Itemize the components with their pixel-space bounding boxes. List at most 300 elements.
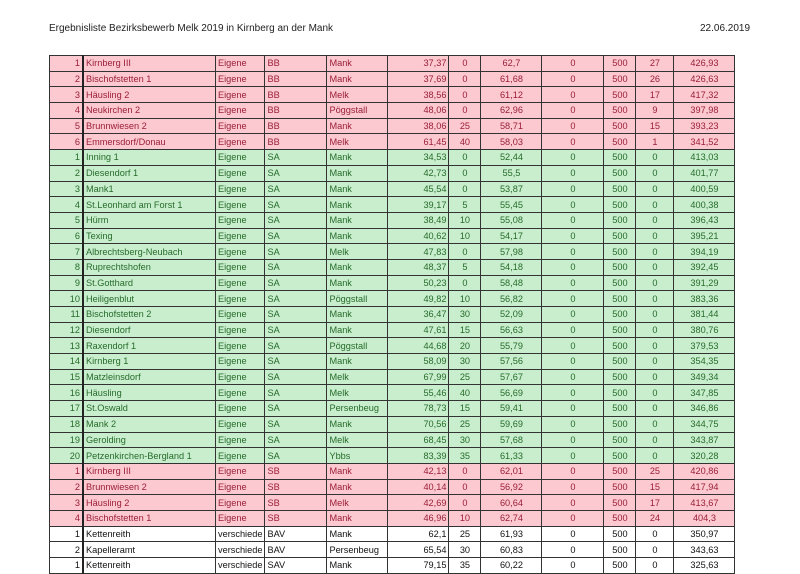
organization-cell: verschiede	[216, 542, 265, 558]
value-cell: 62,01	[481, 463, 542, 479]
total-points-cell: 325,63	[674, 558, 735, 574]
penalty-cell: 0	[449, 103, 481, 119]
penalty-cell: 40	[449, 385, 481, 401]
zero-cell: 0	[542, 197, 604, 213]
table-row	[50, 56, 735, 72]
rank-cell: 3	[50, 181, 84, 197]
organization-cell: Eigene	[216, 150, 265, 166]
organization-cell: Eigene	[216, 228, 265, 244]
bonus-cell: 0	[636, 558, 674, 574]
zero-cell: 0	[542, 56, 604, 72]
time-cell: 42,73	[388, 165, 449, 181]
organization-cell: Eigene	[216, 463, 265, 479]
district-cell: Mank	[327, 181, 388, 197]
time-cell: 44,68	[388, 338, 449, 354]
value-cell: 62,7	[481, 56, 542, 72]
penalty-cell: 0	[449, 181, 481, 197]
penalty-cell: 0	[449, 244, 481, 260]
category-cell: BB	[265, 103, 327, 119]
value-cell: 57,67	[481, 369, 542, 385]
penalty-cell: 0	[449, 71, 481, 87]
category-cell: SA	[265, 416, 327, 432]
time-cell: 58,09	[388, 354, 449, 370]
organization-cell: Eigene	[216, 385, 265, 401]
district-cell: Mank	[327, 197, 388, 213]
category-cell: SA	[265, 197, 327, 213]
base-points-cell: 500	[604, 87, 636, 103]
table-row	[50, 212, 735, 228]
rank-cell: 2	[50, 165, 84, 181]
bonus-cell: 17	[636, 87, 674, 103]
rank-cell: 4	[50, 510, 84, 526]
zero-cell: 0	[542, 369, 604, 385]
table-row	[50, 150, 735, 166]
value-cell: 59,69	[481, 416, 542, 432]
category-cell: SA	[265, 338, 327, 354]
total-points-cell: 393,23	[674, 118, 735, 134]
total-points-cell: 392,45	[674, 259, 735, 275]
table-row	[50, 495, 735, 511]
district-cell: Mank	[327, 150, 388, 166]
category-cell: SB	[265, 479, 327, 495]
team-name-cell: Brunnwiesen 2	[83, 479, 216, 495]
category-cell: SA	[265, 401, 327, 417]
category-cell: BB	[265, 56, 327, 72]
penalty-cell: 5	[449, 197, 481, 213]
total-points-cell: 383,36	[674, 291, 735, 307]
base-points-cell: 500	[604, 338, 636, 354]
bonus-cell: 0	[636, 354, 674, 370]
value-cell: 58,71	[481, 118, 542, 134]
team-name-cell: Bischofstetten 1	[83, 71, 216, 87]
organization-cell: Eigene	[216, 87, 265, 103]
organization-cell: Eigene	[216, 165, 265, 181]
organization-cell: Eigene	[216, 71, 265, 87]
organization-cell: Eigene	[216, 181, 265, 197]
base-points-cell: 500	[604, 56, 636, 72]
rank-cell: 1	[50, 56, 84, 72]
value-cell: 57,68	[481, 432, 542, 448]
zero-cell: 0	[542, 228, 604, 244]
table-row	[50, 259, 735, 275]
rank-cell: 12	[50, 322, 84, 338]
time-cell: 70,56	[388, 416, 449, 432]
total-points-cell: 396,43	[674, 212, 735, 228]
bonus-cell: 0	[636, 275, 674, 291]
team-name-cell: Kapelleramt	[83, 542, 216, 558]
total-points-cell: 404,3	[674, 510, 735, 526]
base-points-cell: 500	[604, 307, 636, 323]
value-cell: 54,18	[481, 259, 542, 275]
value-cell: 61,93	[481, 526, 542, 542]
category-cell: SB	[265, 463, 327, 479]
time-cell: 46,96	[388, 510, 449, 526]
district-cell: Melk	[327, 385, 388, 401]
table-row	[50, 165, 735, 181]
rank-cell: 10	[50, 291, 84, 307]
total-points-cell: 413,03	[674, 150, 735, 166]
district-cell: Mank	[327, 354, 388, 370]
bonus-cell: 17	[636, 495, 674, 511]
penalty-cell: 0	[449, 479, 481, 495]
bonus-cell: 0	[636, 432, 674, 448]
rank-cell: 16	[50, 385, 84, 401]
penalty-cell: 30	[449, 432, 481, 448]
bonus-cell: 0	[636, 338, 674, 354]
penalty-cell: 10	[449, 291, 481, 307]
zero-cell: 0	[542, 150, 604, 166]
zero-cell: 0	[542, 259, 604, 275]
district-cell: Mank	[327, 526, 388, 542]
value-cell: 61,12	[481, 87, 542, 103]
district-cell: Mank	[327, 558, 388, 574]
bonus-cell: 0	[636, 165, 674, 181]
base-points-cell: 500	[604, 463, 636, 479]
table-row	[50, 369, 735, 385]
total-points-cell: 343,63	[674, 542, 735, 558]
organization-cell: Eigene	[216, 479, 265, 495]
team-name-cell: Häusling 2	[83, 495, 216, 511]
total-points-cell: 347,85	[674, 385, 735, 401]
base-points-cell: 500	[604, 259, 636, 275]
team-name-cell: Bischofstetten 2	[83, 307, 216, 323]
table-row	[50, 307, 735, 323]
table-row	[50, 322, 735, 338]
organization-cell: Eigene	[216, 134, 265, 150]
penalty-cell: 30	[449, 307, 481, 323]
base-points-cell: 500	[604, 558, 636, 574]
table-row	[50, 510, 735, 526]
penalty-cell: 0	[449, 275, 481, 291]
district-cell: Melk	[327, 87, 388, 103]
value-cell: 62,96	[481, 103, 542, 119]
value-cell: 55,08	[481, 212, 542, 228]
value-cell: 56,92	[481, 479, 542, 495]
base-points-cell: 500	[604, 401, 636, 417]
bonus-cell: 0	[636, 150, 674, 166]
district-cell: Mank	[327, 275, 388, 291]
organization-cell: Eigene	[216, 401, 265, 417]
category-cell: SA	[265, 150, 327, 166]
total-points-cell: 354,35	[674, 354, 735, 370]
organization-cell: Eigene	[216, 448, 265, 464]
district-cell: Pöggstall	[327, 103, 388, 119]
category-cell: BAV	[265, 526, 327, 542]
total-points-cell: 426,93	[674, 56, 735, 72]
bonus-cell: 24	[636, 510, 674, 526]
district-cell: Mank	[327, 118, 388, 134]
organization-cell: Eigene	[216, 56, 265, 72]
time-cell: 36,47	[388, 307, 449, 323]
district-cell: Mank	[327, 463, 388, 479]
base-points-cell: 500	[604, 526, 636, 542]
penalty-cell: 35	[449, 448, 481, 464]
district-cell: Melk	[327, 432, 388, 448]
table-row	[50, 134, 735, 150]
penalty-cell: 10	[449, 510, 481, 526]
table-row	[50, 448, 735, 464]
team-name-cell: Gerolding	[83, 432, 216, 448]
bonus-cell: 27	[636, 56, 674, 72]
table-row	[50, 228, 735, 244]
time-cell: 78,73	[388, 401, 449, 417]
table-row	[50, 526, 735, 542]
penalty-cell: 25	[449, 369, 481, 385]
base-points-cell: 500	[604, 165, 636, 181]
district-cell: Mank	[327, 416, 388, 432]
category-cell: SA	[265, 181, 327, 197]
value-cell: 58,03	[481, 134, 542, 150]
team-name-cell: Ruprechtshofen	[83, 259, 216, 275]
time-cell: 40,62	[388, 228, 449, 244]
category-cell: SA	[265, 354, 327, 370]
organization-cell: Eigene	[216, 291, 265, 307]
category-cell: BB	[265, 71, 327, 87]
bonus-cell: 0	[636, 181, 674, 197]
bonus-cell: 15	[636, 118, 674, 134]
time-cell: 49,82	[388, 291, 449, 307]
zero-cell: 0	[542, 212, 604, 228]
district-cell: Melk	[327, 495, 388, 511]
penalty-cell: 10	[449, 212, 481, 228]
document-date: 22.06.2019	[700, 23, 751, 34]
zero-cell: 0	[542, 338, 604, 354]
organization-cell: Eigene	[216, 510, 265, 526]
total-points-cell: 400,59	[674, 181, 735, 197]
base-points-cell: 500	[604, 212, 636, 228]
time-cell: 68,45	[388, 432, 449, 448]
base-points-cell: 500	[604, 385, 636, 401]
value-cell: 60,22	[481, 558, 542, 574]
category-cell: SB	[265, 510, 327, 526]
total-points-cell: 413,67	[674, 495, 735, 511]
zero-cell: 0	[542, 275, 604, 291]
time-cell: 61,45	[388, 134, 449, 150]
time-cell: 48,37	[388, 259, 449, 275]
value-cell: 57,56	[481, 354, 542, 370]
district-cell: Ybbs	[327, 448, 388, 464]
total-points-cell: 381,44	[674, 307, 735, 323]
penalty-cell: 20	[449, 338, 481, 354]
bonus-cell: 0	[636, 307, 674, 323]
base-points-cell: 500	[604, 291, 636, 307]
rank-cell: 1	[50, 150, 84, 166]
zero-cell: 0	[542, 307, 604, 323]
total-points-cell: 380,76	[674, 322, 735, 338]
time-cell: 42,69	[388, 495, 449, 511]
bonus-cell: 0	[636, 291, 674, 307]
base-points-cell: 500	[604, 432, 636, 448]
team-name-cell: St.Gotthard	[83, 275, 216, 291]
organization-cell: Eigene	[216, 354, 265, 370]
value-cell: 52,44	[481, 150, 542, 166]
total-points-cell: 341,52	[674, 134, 735, 150]
organization-cell: Eigene	[216, 369, 265, 385]
penalty-cell: 15	[449, 322, 481, 338]
time-cell: 55,46	[388, 385, 449, 401]
penalty-cell: 25	[449, 526, 481, 542]
team-name-cell: Hürm	[83, 212, 216, 228]
team-name-cell: St.Oswald	[83, 401, 216, 417]
penalty-cell: 0	[449, 463, 481, 479]
rank-cell: 8	[50, 259, 84, 275]
organization-cell: Eigene	[216, 118, 265, 134]
rank-cell: 9	[50, 275, 84, 291]
team-name-cell: Diesendorf	[83, 322, 216, 338]
time-cell: 38,56	[388, 87, 449, 103]
zero-cell: 0	[542, 322, 604, 338]
category-cell: SA	[265, 275, 327, 291]
team-name-cell: Bischofstetten 1	[83, 510, 216, 526]
results-table-body	[50, 56, 735, 574]
zero-cell: 0	[542, 181, 604, 197]
value-cell: 58,48	[481, 275, 542, 291]
base-points-cell: 500	[604, 181, 636, 197]
rank-cell: 2	[50, 542, 84, 558]
district-cell: Mank	[327, 228, 388, 244]
organization-cell: verschiede	[216, 526, 265, 542]
table-row	[50, 401, 735, 417]
rank-cell: 5	[50, 212, 84, 228]
value-cell: 56,82	[481, 291, 542, 307]
total-points-cell: 346,86	[674, 401, 735, 417]
bonus-cell: 25	[636, 463, 674, 479]
table-row	[50, 275, 735, 291]
zero-cell: 0	[542, 244, 604, 260]
value-cell: 61,33	[481, 448, 542, 464]
zero-cell: 0	[542, 542, 604, 558]
total-points-cell: 417,32	[674, 87, 735, 103]
rank-cell: 4	[50, 103, 84, 119]
organization-cell: Eigene	[216, 322, 265, 338]
bonus-cell: 0	[636, 542, 674, 558]
district-cell: Pöggstall	[327, 291, 388, 307]
rank-cell: 6	[50, 228, 84, 244]
total-points-cell: 350,97	[674, 526, 735, 542]
time-cell: 38,49	[388, 212, 449, 228]
zero-cell: 0	[542, 432, 604, 448]
penalty-cell: 35	[449, 558, 481, 574]
district-cell: Melk	[327, 244, 388, 260]
rank-cell: 1	[50, 463, 84, 479]
table-row	[50, 385, 735, 401]
table-row	[50, 432, 735, 448]
category-cell: SA	[265, 259, 327, 275]
category-cell: SA	[265, 307, 327, 323]
base-points-cell: 500	[604, 322, 636, 338]
rank-cell: 2	[50, 71, 84, 87]
bonus-cell: 0	[636, 401, 674, 417]
zero-cell: 0	[542, 87, 604, 103]
time-cell: 83,39	[388, 448, 449, 464]
district-cell: Pöggstall	[327, 338, 388, 354]
bonus-cell: 0	[636, 369, 674, 385]
zero-cell: 0	[542, 416, 604, 432]
team-name-cell: Kettenreith	[83, 558, 216, 574]
time-cell: 79,15	[388, 558, 449, 574]
category-cell: SA	[265, 432, 327, 448]
organization-cell: Eigene	[216, 307, 265, 323]
organization-cell: Eigene	[216, 103, 265, 119]
team-name-cell: Petzenkirchen-Bergland 1	[83, 448, 216, 464]
table-row	[50, 181, 735, 197]
organization-cell: Eigene	[216, 212, 265, 228]
team-name-cell: Matzleinsdorf	[83, 369, 216, 385]
team-name-cell: Häusling 2	[83, 87, 216, 103]
team-name-cell: Mank1	[83, 181, 216, 197]
total-points-cell: 343,87	[674, 432, 735, 448]
bonus-cell: 26	[636, 71, 674, 87]
table-row	[50, 71, 735, 87]
value-cell: 62,74	[481, 510, 542, 526]
district-cell: Melk	[327, 134, 388, 150]
base-points-cell: 500	[604, 448, 636, 464]
team-name-cell: Kirnberg III	[83, 56, 216, 72]
organization-cell: Eigene	[216, 495, 265, 511]
organization-cell: Eigene	[216, 416, 265, 432]
category-cell: BB	[265, 118, 327, 134]
organization-cell: Eigene	[216, 259, 265, 275]
time-cell: 37,37	[388, 56, 449, 72]
value-cell: 53,87	[481, 181, 542, 197]
value-cell: 57,98	[481, 244, 542, 260]
time-cell: 67,99	[388, 369, 449, 385]
base-points-cell: 500	[604, 479, 636, 495]
total-points-cell: 417,94	[674, 479, 735, 495]
value-cell: 55,45	[481, 197, 542, 213]
table-row	[50, 87, 735, 103]
penalty-cell: 0	[449, 87, 481, 103]
bonus-cell: 0	[636, 259, 674, 275]
total-points-cell: 401,77	[674, 165, 735, 181]
organization-cell: verschiede	[216, 558, 265, 574]
total-points-cell: 344,75	[674, 416, 735, 432]
district-cell: Melk	[327, 369, 388, 385]
table-row	[50, 354, 735, 370]
organization-cell: Eigene	[216, 244, 265, 260]
category-cell: SA	[265, 448, 327, 464]
penalty-cell: 15	[449, 401, 481, 417]
bonus-cell: 1	[636, 134, 674, 150]
category-cell: SAV	[265, 558, 327, 574]
zero-cell: 0	[542, 354, 604, 370]
total-points-cell: 420,86	[674, 463, 735, 479]
base-points-cell: 500	[604, 134, 636, 150]
rank-cell: 19	[50, 432, 84, 448]
rank-cell: 17	[50, 401, 84, 417]
total-points-cell: 320,28	[674, 448, 735, 464]
rank-cell: 5	[50, 118, 84, 134]
zero-cell: 0	[542, 118, 604, 134]
district-cell: Mank	[327, 212, 388, 228]
category-cell: BB	[265, 134, 327, 150]
category-cell: SA	[265, 244, 327, 260]
base-points-cell: 500	[604, 275, 636, 291]
total-points-cell: 394,19	[674, 244, 735, 260]
organization-cell: Eigene	[216, 275, 265, 291]
rank-cell: 4	[50, 197, 84, 213]
table-row	[50, 338, 735, 354]
base-points-cell: 500	[604, 228, 636, 244]
bonus-cell: 0	[636, 228, 674, 244]
penalty-cell: 0	[449, 165, 481, 181]
district-cell: Mank	[327, 56, 388, 72]
rank-cell: 7	[50, 244, 84, 260]
value-cell: 59,41	[481, 401, 542, 417]
bonus-cell: 0	[636, 244, 674, 260]
base-points-cell: 500	[604, 369, 636, 385]
organization-cell: Eigene	[216, 432, 265, 448]
